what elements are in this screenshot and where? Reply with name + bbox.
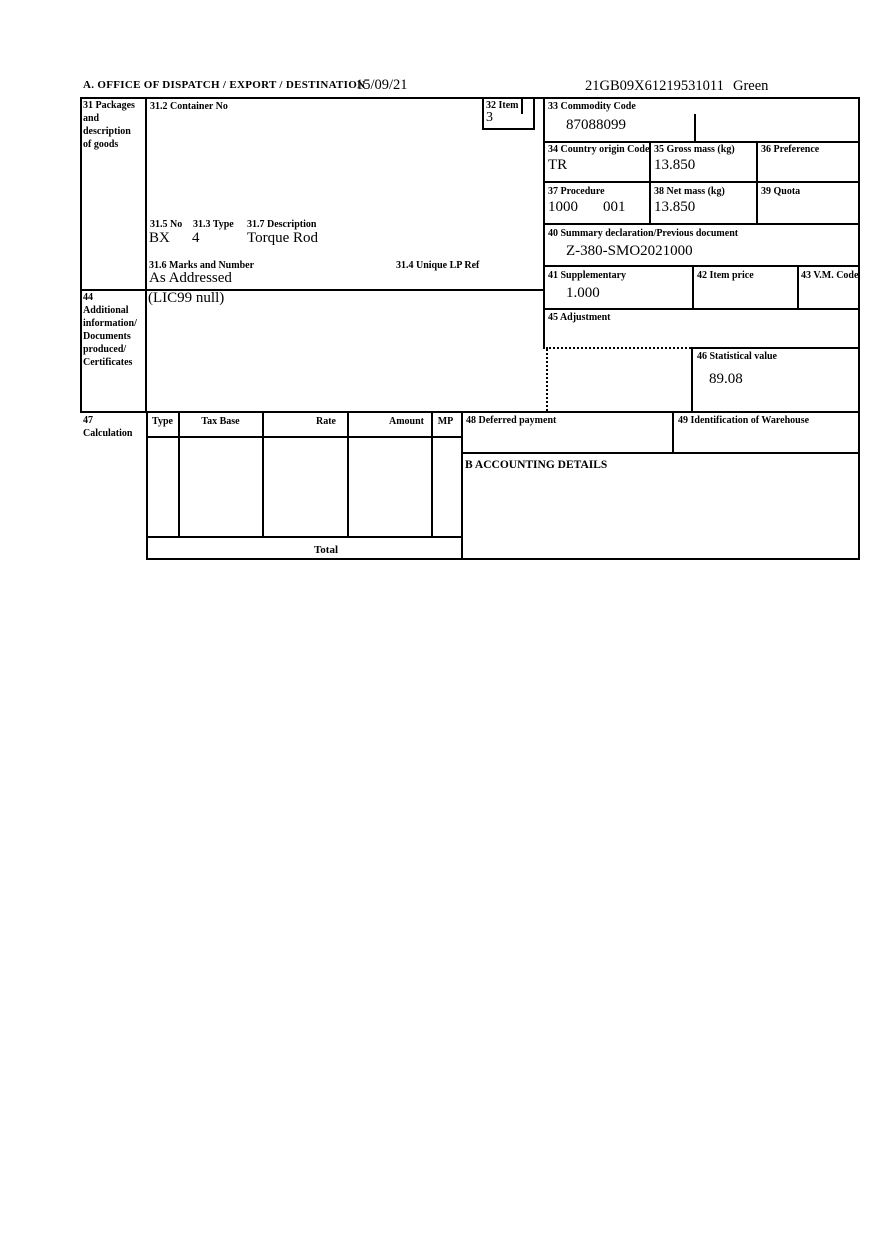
border-line — [461, 452, 859, 454]
border-line — [146, 558, 860, 560]
border-line — [858, 97, 860, 560]
border-line — [80, 97, 860, 99]
border-line — [692, 265, 694, 310]
gross-mass-label: 35 Gross mass (kg) — [654, 144, 735, 155]
border-line — [145, 97, 147, 413]
marks-number-label: 31.6 Marks and Number — [149, 260, 255, 271]
dotted-border-line — [546, 347, 691, 349]
border-line — [797, 265, 799, 310]
commodity-code-label: 33 Commodity Code — [548, 101, 636, 112]
country-origin-value: TR — [548, 157, 568, 173]
border-line — [543, 308, 859, 310]
box31-label-line: 31 Packages — [83, 100, 135, 111]
routing-status: Green — [733, 78, 769, 94]
net-mass-value: 13.850 — [654, 199, 696, 215]
box31-label-line: and — [83, 113, 100, 124]
border-line — [756, 141, 758, 225]
border-line — [543, 265, 859, 267]
additional-information-value: (LIC99 null) — [148, 290, 225, 306]
border-line — [178, 411, 180, 538]
deferred-payment-label: 48 Deferred payment — [466, 415, 557, 426]
warehouse-id-label: 49 Identification of Warehouse — [678, 415, 810, 426]
box47-label-line: Calculation — [83, 428, 133, 439]
dispatch-date: 15/09/21 — [356, 77, 408, 93]
country-origin-label: 34 Country origin Code — [548, 144, 650, 155]
item-price-label: 42 Item price — [697, 270, 754, 281]
border-line — [80, 411, 860, 413]
supplementary-units-label: 41 Supplementary — [548, 270, 627, 281]
border-line — [146, 411, 148, 560]
border-line — [146, 436, 461, 438]
border-line — [543, 223, 859, 225]
section-a-title: A. OFFICE OF DISPATCH / EXPORT / DESTINATION — [83, 79, 366, 91]
box44-label-line: 44 — [83, 292, 93, 303]
summary-declaration-value: Z-380-SMO2021000 — [566, 243, 693, 259]
net-mass-label: 38 Net mass (kg) — [654, 186, 725, 197]
unique-lp-ref-label: 31.4 Unique LP Ref — [396, 260, 480, 271]
calc-col-amount: Amount — [388, 416, 424, 427]
packages-type-label: 31.3 Type — [193, 219, 234, 230]
quota-label: 39 Quota — [761, 186, 801, 197]
border-line — [347, 411, 349, 538]
box44-label-line: Additional — [83, 305, 129, 316]
border-line — [482, 97, 484, 130]
border-line — [691, 347, 693, 413]
border-line — [80, 97, 82, 413]
procedure-label: 37 Procedure — [548, 186, 605, 197]
vm-code-label: 43 V.M. Code — [801, 270, 859, 281]
marks-number-value: As Addressed — [149, 270, 232, 286]
procedure-value-1: 1000 — [548, 199, 578, 215]
box44-label-line: information/ — [83, 318, 137, 329]
gross-mass-value: 13.850 — [654, 157, 696, 173]
item-number-label: 32 Item — [486, 100, 519, 111]
calc-col-rate: Rate — [316, 416, 336, 427]
border-line — [694, 114, 696, 143]
item-number-value: 3 — [486, 110, 493, 125]
box47-label-line: 47 — [83, 415, 93, 426]
border-line — [543, 181, 859, 183]
box44-label-line: Documents — [83, 331, 131, 342]
border-line — [482, 128, 535, 130]
border-line — [262, 411, 264, 538]
preference-label: 36 Preference — [761, 144, 820, 155]
border-line — [431, 411, 433, 538]
box31-label-line: of goods — [83, 139, 119, 150]
goods-description-label: 31.7 Description — [247, 219, 317, 230]
statistical-value-value: 89.08 — [709, 371, 743, 387]
border-line — [533, 97, 535, 130]
accounting-details-title: B ACCOUNTING DETAILS — [465, 459, 608, 471]
summary-declaration-label: 40 Summary declaration/Previous document — [548, 228, 739, 239]
border-line — [691, 347, 859, 349]
border-line — [146, 536, 461, 538]
box44-label-line: Certificates — [83, 357, 133, 368]
border-line — [461, 411, 463, 560]
statistical-value-label: 46 Statistical value — [697, 351, 777, 362]
packages-type-value: 4 — [192, 230, 200, 246]
calc-col-tax-base: Tax Base — [201, 416, 240, 427]
border-line — [543, 97, 545, 349]
calc-col-mp: MP — [437, 416, 454, 427]
commodity-code-value: 87088099 — [566, 117, 626, 133]
border-line — [521, 97, 523, 114]
box44-label-line: produced/ — [83, 344, 127, 355]
container-no-label: 31.2 Container No — [150, 101, 228, 112]
movement-reference-number: 21GB09X61219531011 — [585, 78, 724, 94]
box31-label-line: description — [83, 126, 131, 137]
border-line — [672, 411, 674, 454]
goods-description-value: Torque Rod — [247, 230, 319, 246]
adjustment-label: 45 Adjustment — [548, 312, 611, 323]
supplementary-units-value: 1.000 — [566, 285, 600, 301]
calc-col-type: Type — [152, 416, 173, 427]
packages-no-label: 31.5 No — [150, 219, 183, 230]
procedure-value-2: 001 — [603, 199, 626, 215]
calc-total-label: Total — [313, 544, 339, 556]
dotted-border-line — [546, 349, 548, 411]
packages-no-value: BX — [149, 230, 170, 246]
border-line — [543, 141, 859, 143]
